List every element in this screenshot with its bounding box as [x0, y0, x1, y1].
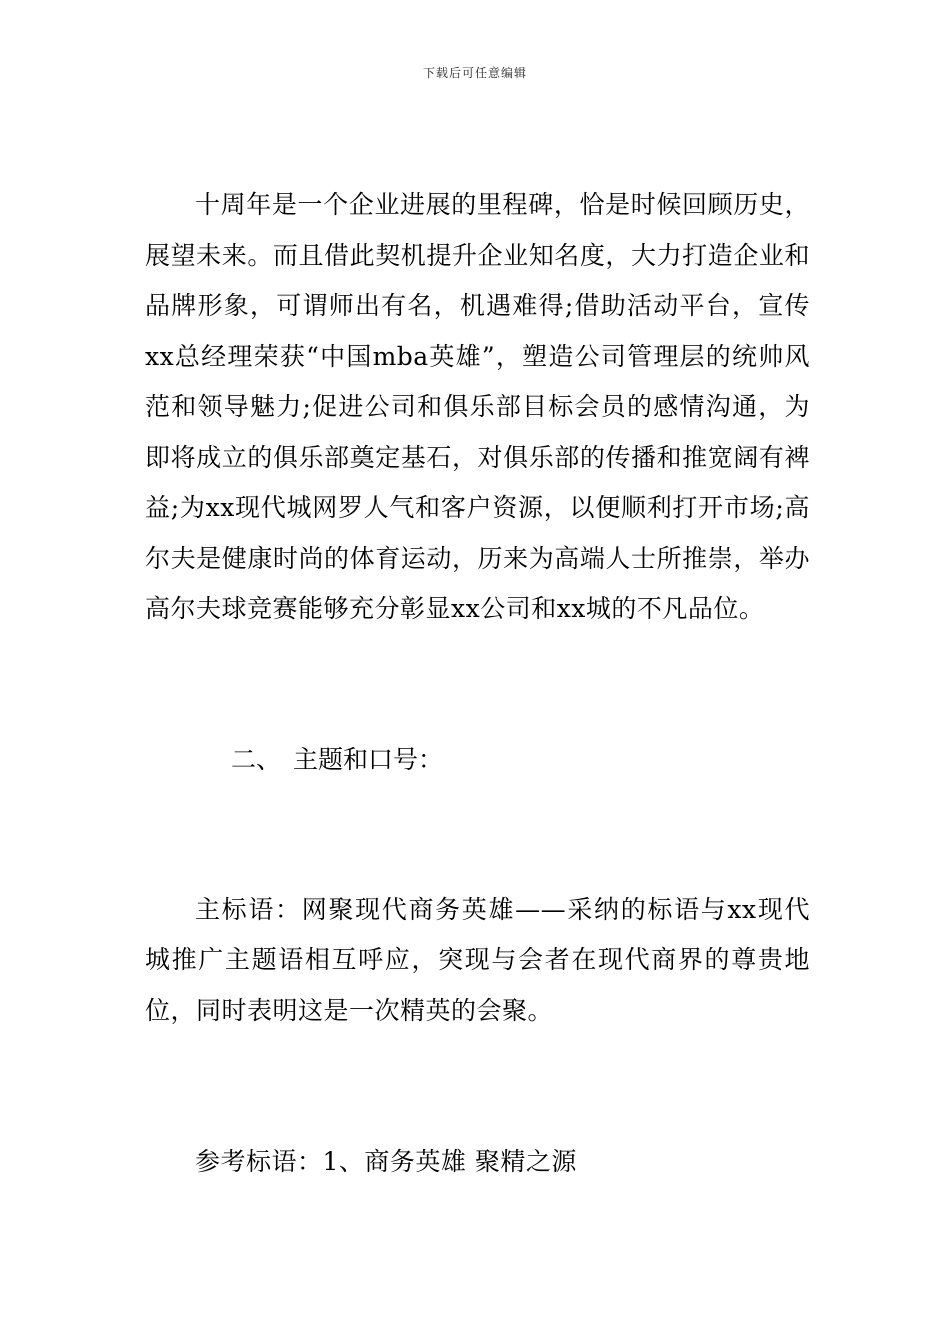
spacer: [145, 635, 810, 735]
reference-slogan-paragraph: 参考标语：1、商务英雄 聚精之源: [195, 1147, 577, 1176]
document-body: [145, 180, 810, 1188]
section-number: 二、: [231, 744, 282, 774]
section-title: 主题和口号：: [293, 744, 444, 774]
spacer: [145, 1036, 810, 1137]
spacer: [145, 785, 810, 885]
intro-paragraph: 十周年是一个企业进展的里程碑，恰是时候回顾历史，展望未来。而且借此契机提升企业知名度，大力打造企业和品牌形象，可谓师出有名，机遇难得;借助活动平台，宣传xx总经理荣获“中国mba英雄”，塑造公司管理层的统帅风范和领导魅力;促进公司和俱乐部目标会员的感情沟通，为即将成立的俱乐部奠定基石，对俱乐部的传播和推宽阔有裨益;为xx现代城网罗人气和客户资源，以便顺利打开市场;高尔夫是健康时尚的体育运动，历来为高端人士所推崇，举办高尔夫球竞赛能够充分彰显xx公司和xx城的不凡品位。: [145, 190, 810, 623]
page-header: 下载后可任意编辑: [422, 66, 527, 80]
section-heading: [145, 735, 810, 785]
main-slogan-paragraph: 主标语：网聚现代商务英雄——采纳的标语与xx现代城推广主题语相互呼应，突现与会者在现代商界的尊贵地位，同时表明这是一次精英的会聚。: [145, 894, 810, 1025]
